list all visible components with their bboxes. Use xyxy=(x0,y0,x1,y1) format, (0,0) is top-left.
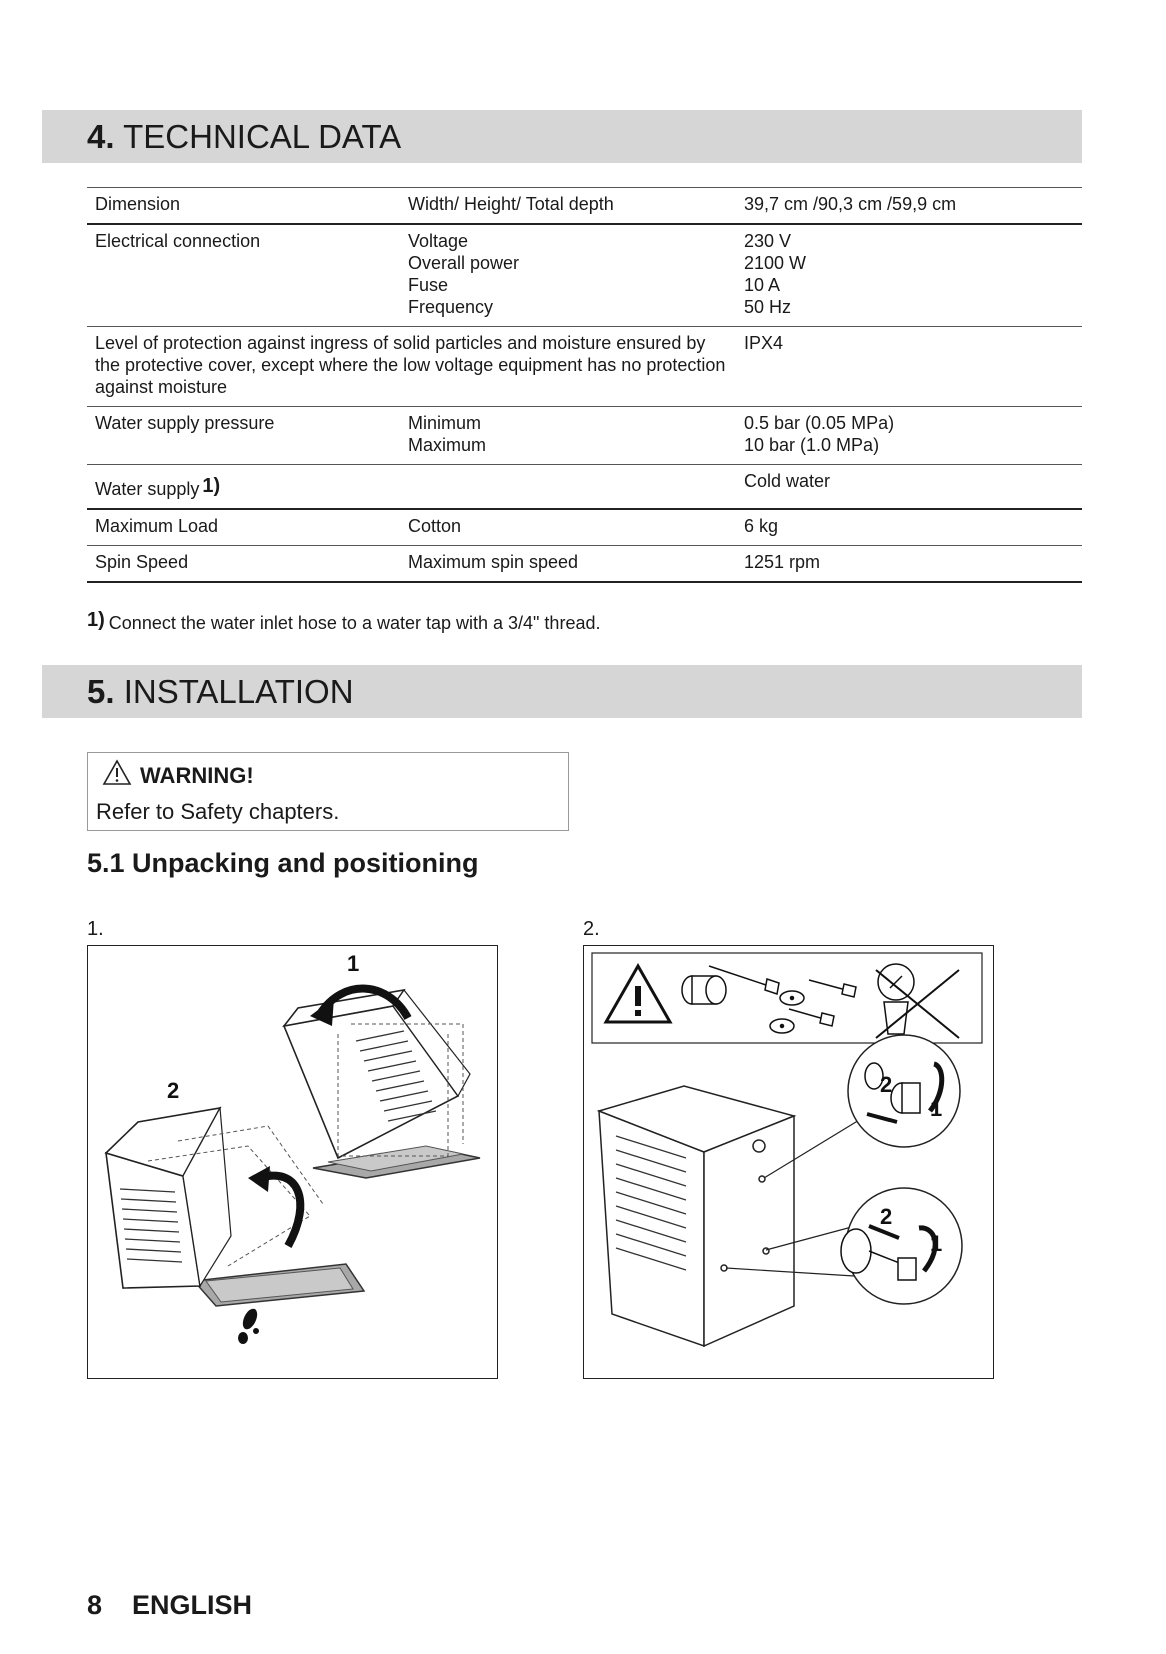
section-title-text: TECHNICAL DATA xyxy=(123,118,402,155)
figure-1-unpacking xyxy=(87,945,498,1379)
arrow-head-icon xyxy=(248,1166,270,1192)
section-number: 4. xyxy=(87,118,115,155)
row-value: 1251 rpm xyxy=(744,552,821,572)
section-number: 5. xyxy=(87,673,115,710)
row-value: 50 Hz xyxy=(744,297,792,317)
footprint-icon xyxy=(238,1306,260,1344)
section-4-header xyxy=(42,110,1082,163)
page-footer xyxy=(87,1590,252,1621)
table-row xyxy=(87,224,1082,327)
step-number: 1 xyxy=(930,1096,943,1121)
row-param: Frequency xyxy=(408,297,494,317)
footnote-marker: 1) xyxy=(87,609,105,631)
row-value: 2100 W xyxy=(744,253,807,273)
unpacking-illustration xyxy=(88,946,497,1378)
technical-data-table xyxy=(87,187,1082,583)
footer-language: ENGLISH xyxy=(132,1590,253,1620)
section-4-title xyxy=(87,119,401,155)
page-number: 8 xyxy=(87,1590,103,1620)
warning-text: Refer to Safety chapters. xyxy=(96,799,340,824)
row-label: Dimension xyxy=(95,194,181,214)
row-param: Overall power xyxy=(408,253,520,273)
row-label: Electrical connection xyxy=(95,231,261,251)
row-value: 0.5 bar (0.05 MPa) xyxy=(744,413,895,433)
row-param: Cotton xyxy=(408,516,462,536)
figure-2-transit-bolts xyxy=(583,945,994,1379)
machine-lifted-left xyxy=(106,1108,364,1306)
row-param: Maximum xyxy=(408,435,487,455)
table-row xyxy=(87,465,1082,510)
row-value: 10 A xyxy=(744,275,781,295)
row-label: Maximum Load xyxy=(95,516,219,536)
section-5-header xyxy=(42,665,1082,718)
table-row xyxy=(87,407,1082,465)
row-value: 39,7 cm /90,3 cm /59,9 cm xyxy=(744,194,957,214)
transit-bolts-illustration xyxy=(584,946,993,1378)
warning-box xyxy=(87,752,569,831)
table-row xyxy=(87,188,1082,225)
step-number: 2 xyxy=(880,1072,893,1097)
row-value: Cold water xyxy=(744,471,831,491)
row-param: Fuse xyxy=(408,275,449,295)
table-row xyxy=(87,327,1082,407)
section-5-title xyxy=(87,674,354,710)
machine-tilted-right xyxy=(284,990,480,1178)
row-param: Width/ Height/ Total depth xyxy=(408,194,614,214)
step-number: 1 xyxy=(930,1231,943,1256)
warning-heading xyxy=(102,759,254,792)
figure-2-label: 2. xyxy=(583,918,600,940)
warning-heading-text: WARNING! xyxy=(140,762,254,788)
table-row xyxy=(87,546,1082,583)
section-title-text: INSTALLATION xyxy=(123,673,354,710)
row-label: Water supply xyxy=(95,479,200,499)
step-number: 1 xyxy=(347,951,360,976)
step-number: 2 xyxy=(880,1204,893,1229)
row-value: 10 bar (1.0 MPa) xyxy=(744,435,880,455)
row-value: 230 V xyxy=(744,231,792,251)
row-param: Maximum spin speed xyxy=(408,552,579,572)
row-label: Spin Speed xyxy=(95,552,189,572)
row-label: Level of protection against ingress of solid particles and moisture ensured by the protective cover, except where the low voltage equipment has no protection against moisture xyxy=(95,333,726,397)
table-row xyxy=(87,509,1082,546)
row-value: 6 kg xyxy=(744,516,779,536)
subsection-title: 5.1 Unpacking and positioning xyxy=(87,848,479,878)
step-number: 2 xyxy=(167,1078,180,1103)
table-footnote xyxy=(87,609,601,635)
row-value: IPX4 xyxy=(744,333,784,353)
footnote-ref: 1) xyxy=(202,475,221,497)
washing-machine-rear xyxy=(599,1086,794,1346)
warning-triangle-icon xyxy=(102,759,132,792)
row-param: Voltage xyxy=(408,231,469,251)
footnote-text: Connect the water inlet hose to a water tap with a 3/4" thread. xyxy=(108,613,601,633)
plug-cap-icon xyxy=(682,976,726,1004)
figure-1-label: 1. xyxy=(87,918,104,940)
row-param: Minimum xyxy=(408,413,482,433)
row-label: Water supply pressure xyxy=(95,413,275,433)
